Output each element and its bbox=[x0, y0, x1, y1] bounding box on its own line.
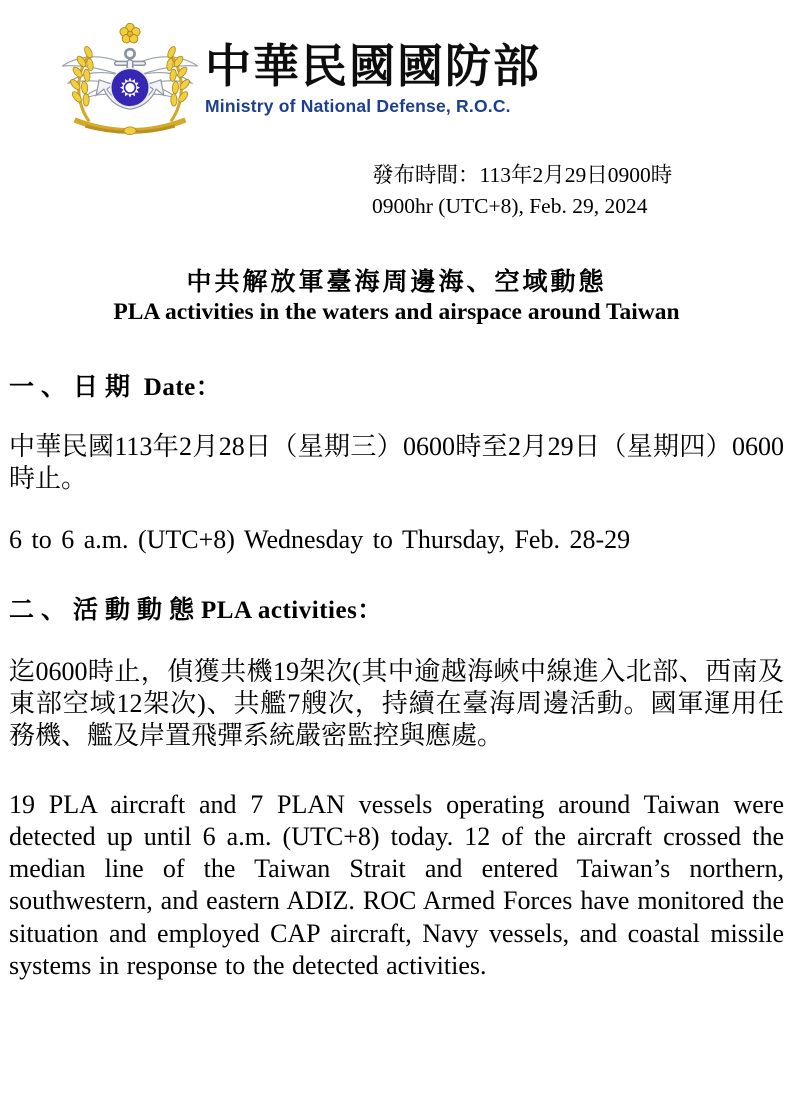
document-title-en: PLA activities in the waters and airspace around Taiwan bbox=[113, 299, 680, 326]
activities-paragraph-zh: 迄0600時止，偵獲共機19架次(其中逾越海峽中線進入北部、西南及東部空域12架次)、共艦7艘次，持續在臺海周邊活動。國軍運用任務機、艦及岸置飛彈系統嚴密監控與應處。 bbox=[9, 656, 784, 751]
section-heading-activities-zh: 二、活動動態 bbox=[9, 596, 202, 624]
date-paragraph-zh: 中華民國113年2月28日（星期三）0600時至2月29日（星期四）0600時止。 bbox=[9, 432, 784, 494]
release-time-en: 0900hr (UTC+8), Feb. 29, 2024 bbox=[372, 193, 648, 218]
release-time-zh: 發布時間：113年2月29日0900時 bbox=[372, 163, 673, 187]
release-time-block bbox=[372, 160, 793, 221]
mnd-roc-emblem-icon bbox=[53, 20, 207, 146]
org-name-block bbox=[205, 42, 541, 117]
date-paragraph-en: 6 to 6 a.m. (UTC+8) Wednesday to Thursday, Feb. 28-29 bbox=[9, 524, 631, 554]
section-heading-activities-en: PLA activities： bbox=[201, 596, 383, 624]
section-heading-date-zh: 一、日期 bbox=[9, 374, 138, 402]
document-title-zh: 中共解放軍臺海周邊海、空域動態 bbox=[186, 269, 607, 297]
section-heading-date-en: Date： bbox=[137, 374, 222, 402]
document-body bbox=[0, 367, 793, 982]
document-title bbox=[0, 267, 793, 327]
activities-paragraph-en: 19 PLA aircraft and 7 PLAN vessels operating around Taiwan were detected up until 6 a.m. (UTC+8) today. 12 of the aircraft crossed the median line of the Taiwan Strait and entered Taiwan’s northern, southwestern, and eastern ADIZ. ROC Armed Forces have monitored the situation and employed CAP aircraft, Navy vessels, and coastal missile systems in response to the detected activities. bbox=[9, 789, 784, 980]
org-name-en: Ministry of National Defense, R.O.C. bbox=[205, 95, 511, 116]
section-heading-activities bbox=[9, 590, 784, 626]
section-heading-date bbox=[9, 367, 784, 403]
org-name-zh: 中華民國國防部 bbox=[205, 41, 541, 92]
header bbox=[0, 0, 793, 148]
